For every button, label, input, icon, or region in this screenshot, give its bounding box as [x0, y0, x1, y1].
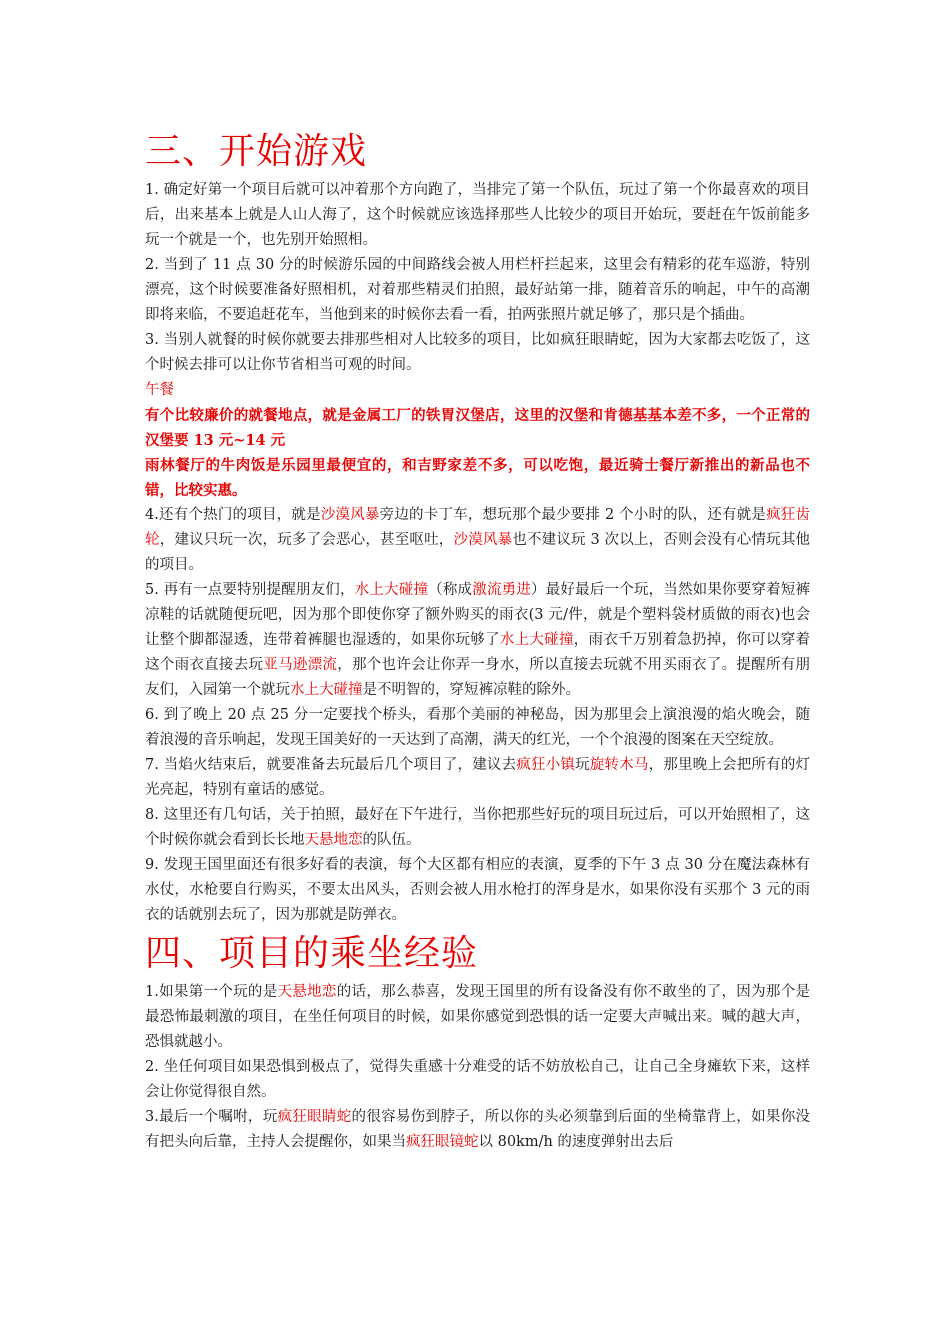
highlighted-term: 激流勇进	[472, 582, 532, 598]
paragraph	[145, 853, 810, 928]
text-run: 有个比较廉价的就餐地点，就是金属工厂的铁胃汉堡店，这里的汉堡和肯德基基本差不多，一个正常的汉堡要 13 元~14 元	[145, 407, 810, 449]
text-run: 也不建议玩 3 次以上，否则会没有心情玩其他的项目。	[145, 532, 811, 573]
paragraph	[145, 803, 810, 853]
paragraph	[145, 1105, 810, 1155]
paragraph	[145, 178, 810, 253]
text-run: （称成	[428, 582, 473, 598]
paragraph	[145, 328, 810, 378]
text-run: 的队伍。	[362, 832, 421, 848]
text-run: 午餐	[145, 382, 174, 398]
text-run: 旁边的卡丁车，想玩那个最少要排 2 个小时的队，还有就是	[379, 507, 767, 523]
highlighted-term: 疯狂齿轮	[145, 507, 811, 548]
text-run: 9. 发现王国里面还有很多好看的表演，每个大区都有相应的表演，夏季的下午 3 点 30 分在魔法森林有水仗，水枪要自行购买，不要太出风头，否则会被人用水枪打的浑身是水，如果你没有买那个 3 元的雨衣的话就别去玩了，因为那就是防弹衣。	[145, 857, 810, 923]
text-run: 雨林餐厅的牛肉饭是乐园里最便宜的，和吉野家差不多，可以吃饱，最近骑士餐厅新推出的新品也不错，比较实惠。	[145, 457, 810, 499]
text-run: 1.如果第一个玩的是	[145, 984, 278, 1000]
text-run: ，那里晚上会把所有的灯光亮起，特别有童话的感觉。	[145, 757, 811, 798]
highlighted-term: 天悬地恋	[277, 984, 337, 1000]
paragraph	[145, 378, 810, 403]
text-run: 7. 当焰火结束后，就要准备去玩最后几个项目了，建议去	[145, 757, 517, 773]
paragraph	[145, 253, 810, 328]
highlighted-term: 亚马逊漂流	[263, 657, 338, 673]
text-run: 的很容易伤到脖子，所以你的头必须靠到后面的坐椅靠背上，如果你没有把头向后靠，主持人会提醒你，如果当	[145, 1109, 810, 1150]
paragraph	[145, 503, 810, 578]
highlighted-term: 沙漠风暴	[453, 532, 513, 548]
highlighted-term: 天悬地恋	[304, 832, 363, 848]
text-run: 8. 这里还有几句话，关于拍照，最好在下午进行，当你把那些好玩的项目玩过后，可以开始照相了，这个时候你就会看到长长地	[145, 807, 810, 848]
text-run: 2. 坐任何项目如果恐惧到极点了，觉得失重感十分难受的话不妨放松自己，让自己全身瘫软下来，这样会让你觉得很自然。	[145, 1059, 810, 1100]
text-run: 5. 再有一点要特别提醒朋友们，	[145, 582, 355, 598]
paragraph	[145, 578, 810, 703]
paragraph	[145, 703, 810, 753]
highlighted-term: 水上大碰撞	[499, 632, 574, 648]
highlighted-term: 水上大碰撞	[290, 682, 363, 698]
text-run: ，雨衣千万别着急扔掉，你可以穿着这个雨衣直接去玩	[145, 632, 811, 673]
text-run: 2. 当到了 11 点 30 分的时候游乐园的中间路线会被人用栏杆拦起来，这里会有精彩的花车巡游，特别漂亮，这个时候要准备好照相机，对着那些精灵们拍照，最好站第一排，随着音乐的响起，中午的高潮即将来临，不要追赶花车，当他到来的时候你去看一看，拍两张照片就足够了，那只是个插曲。	[145, 257, 810, 323]
highlighted-term: 沙漠风暴	[320, 507, 380, 523]
highlighted-term: 疯狂小镇	[516, 757, 576, 773]
highlighted-term: 水上大碰撞	[354, 582, 429, 598]
text-run: 是不明智的，穿短裤凉鞋的除外。	[362, 682, 580, 698]
document-page	[145, 126, 810, 1155]
highlighted-term: 旋转木马	[589, 757, 649, 773]
paragraph	[145, 1055, 810, 1105]
paragraph	[145, 753, 810, 803]
text-run: 4.还有个热门的项目，就是	[145, 507, 321, 523]
text-run: 3. 当别人就餐的时候你就要去排那些相对人比较多的项目，比如疯狂眼睛蛇，因为大家都去吃饭了，这个时候去排可以让你节省相当可观的时间。	[145, 332, 810, 373]
highlighted-term: 疯狂眼睛蛇	[277, 1109, 352, 1125]
section-heading: 四、项目的乘坐经验	[145, 933, 479, 974]
paragraph	[145, 453, 810, 503]
paragraph	[145, 980, 810, 1055]
text-run: ，那个也许会让你弄一身水，所以直接去玩就不用买雨衣了。提醒所有朋友们，入园第一个就玩	[145, 657, 811, 698]
text-run: ，建议只玩一次，玩多了会恶心，甚至呕吐，	[159, 532, 454, 548]
text-run: ）最好最后一个玩，当然如果你要穿着短裤凉鞋的话就随便玩吧，因为那个即使你穿了额外购买的雨衣(3 元/件，就是个塑料袋材质做的雨衣)也会让整个脚都湿透，连带着裤腿也湿透的，如果你玩够了	[145, 582, 811, 648]
text-run: 玩	[575, 757, 590, 773]
highlighted-term: 疯狂眼镜蛇	[406, 1134, 479, 1150]
paragraph	[145, 403, 810, 453]
text-run: 6. 到了晚上 20 点 25 分一定要找个桥头，看那个美丽的神秘岛，因为那里会上演浪漫的焰火晚会，随着浪漫的音乐响起，发现王国美好的一天达到了高潮，满天的红光，一个个浪漫的图案在天空绽放。	[145, 707, 810, 748]
text-run: 3.最后一个嘱咐，玩	[145, 1109, 278, 1125]
text-run: 以 80km/h 的速度弹射出去后	[478, 1134, 674, 1150]
section-heading: 三、开始游戏	[145, 131, 368, 172]
text-run: 1. 确定好第一个项目后就可以冲着那个方向跑了，当排完了第一个队伍，玩过了第一个你最喜欢的项目后，出来基本上就是人山人海了，这个时候就应该选择那些人比较少的项目开始玩，要赶在午饭前能多玩一个就是一个，也先别开始照相。	[145, 182, 810, 248]
text-run: 的话，那么恭喜，发现王国里的所有设备没有你不敢坐的了，因为那个是最恐怖最刺激的项目，在坐任何项目的时候，如果你感觉到恐惧的话一定要大声喊出来。喊的越大声，恐惧就越小。	[145, 984, 811, 1050]
